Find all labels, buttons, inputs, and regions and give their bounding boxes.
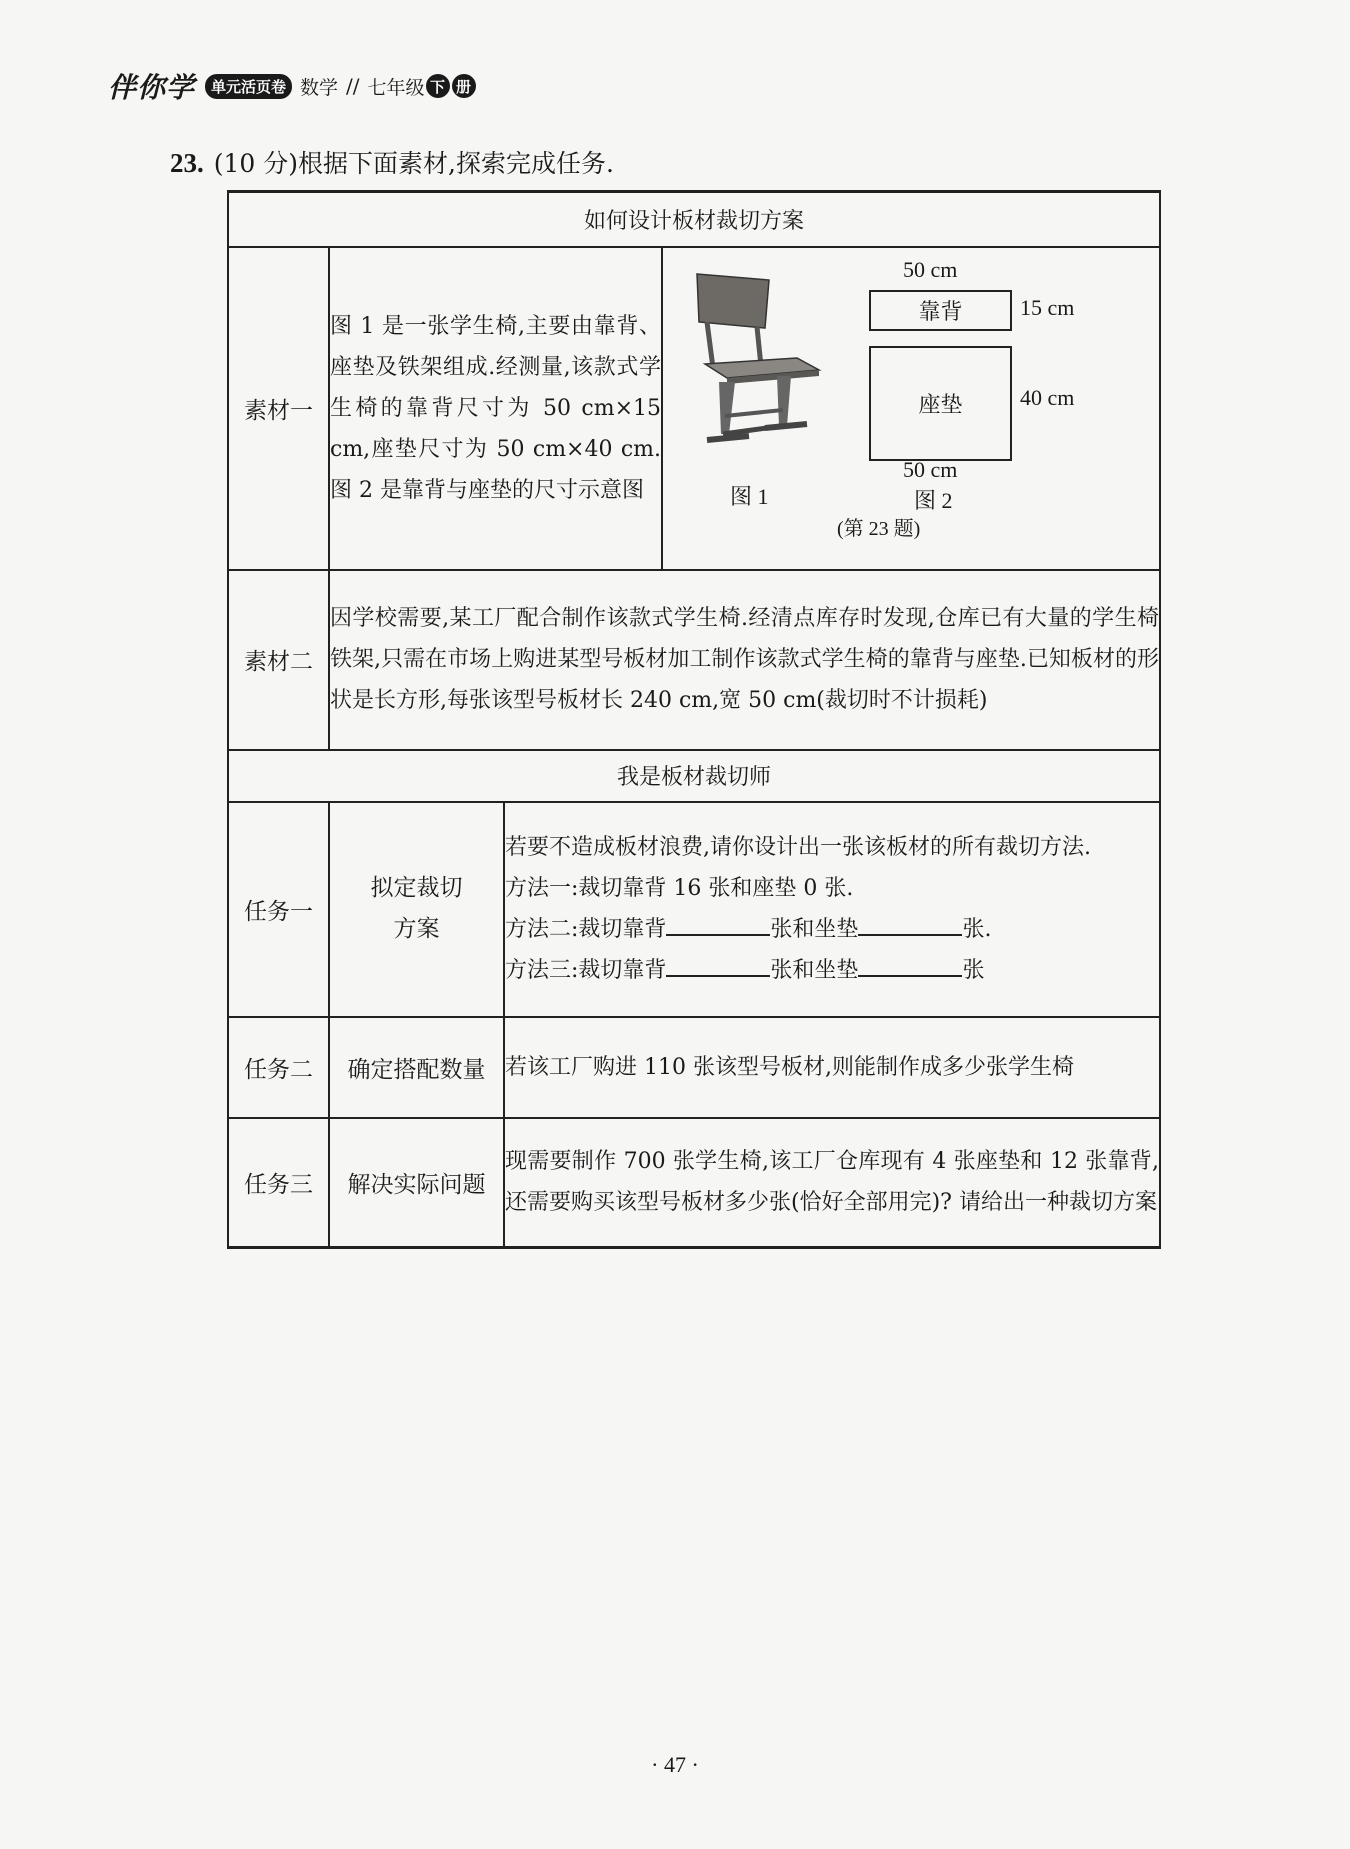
material2-label: 素材二 (228, 570, 329, 750)
series-badge: 单元活页卷 (205, 74, 292, 99)
seat-label: 座垫 (918, 393, 963, 418)
task-table (227, 190, 1161, 1249)
subject-label: 数学 (300, 76, 339, 99)
figure1-caption: 图 1 (730, 484, 769, 509)
problem-caption: (第 23 题) (837, 518, 921, 540)
method3-mid: 张和坐垫 (770, 958, 859, 983)
method2-prefix: 方法二:裁切靠背 (505, 917, 667, 942)
seat-rect (869, 346, 1012, 461)
task2-text: 若该工厂购进 110 张该型号板材,则能制作成多少张学生椅 (504, 1017, 1160, 1118)
method3-suffix: 张 (962, 958, 985, 983)
figure-cell (662, 247, 1160, 570)
material1-text: 图 1 是一张学生椅,主要由靠背、座垫及铁架组成.经测量,该款式学生椅的靠背尺寸为 50 cm×15 cm,座垫尺寸为 50 cm×40 cm.图 2 是靠背与座垫的尺寸示意图 (329, 247, 662, 570)
material2-text: 因学校需要,某工厂配合制作该款式学生椅.经清点库存时发现,仓库已有大量的学生椅铁架,只需在市场上购进某型号板材加工制作该款式学生椅的靠背与座垫.已知板材的形状是长方形,每张该型号板材长 240 cm,宽 50 cm(裁切时不计损耗) (329, 570, 1160, 750)
page-number: · 47 · (651, 1752, 699, 1777)
table-title-design: 如何设计板材裁切方案 (228, 192, 1160, 247)
method2-back-blank[interactable] (666, 912, 770, 936)
brand-logo: 伴你学 (108, 71, 196, 104)
seat-width-label: 50 cm (903, 457, 958, 482)
question-heading (170, 144, 614, 180)
task1-intro: 若要不造成板材浪费,请你设计出一张该板材的所有裁切方法. (505, 835, 1091, 860)
task1-label: 任务一 (228, 802, 329, 1017)
back-height-label: 15 cm (1020, 295, 1075, 320)
grade-suffix-badge: 册 (452, 74, 476, 98)
task1-name: 拟定裁切方案 (329, 802, 504, 1017)
material1-label: 素材一 (228, 247, 329, 570)
question-text: (10 分)根据下面素材,探索完成任务. (213, 149, 614, 178)
grade-volume-badge: 下 (426, 74, 450, 98)
chair-image (677, 266, 837, 466)
method2-mid: 张和坐垫 (770, 917, 859, 942)
task3-text: 现需要制作 700 张学生椅,该工厂仓库现有 4 张座垫和 12 张靠背,还需要购买该型号板材多少张(恰好全部用完)? 请给出一种裁切方案 (504, 1118, 1160, 1248)
method3-seat-blank[interactable] (858, 953, 962, 977)
method3-line (505, 950, 1159, 991)
seat-height-label: 40 cm (1020, 385, 1075, 410)
table-title-cutter: 我是板材裁切师 (228, 750, 1160, 802)
back-width-label: 50 cm (903, 257, 958, 282)
backrest-label: 靠背 (918, 300, 963, 325)
task2-label: 任务二 (228, 1017, 329, 1118)
method1-line: 方法一:裁切靠背 16 张和座垫 0 张. (505, 876, 854, 901)
header-separator: // (346, 74, 360, 98)
method2-seat-blank[interactable] (858, 912, 962, 936)
figure2-caption: 图 2 (914, 488, 953, 513)
task3-name: 解决实际问题 (329, 1118, 504, 1248)
page-header (108, 66, 477, 106)
method2-suffix: 张. (962, 917, 992, 942)
backrest-rect (869, 290, 1012, 331)
task1-content (504, 802, 1160, 1017)
method3-back-blank[interactable] (666, 953, 770, 977)
task3-label: 任务三 (228, 1118, 329, 1248)
grade-prefix: 七年级 (367, 76, 425, 99)
method2-line (505, 909, 1159, 950)
question-number: 23. (170, 148, 204, 178)
task2-name: 确定搭配数量 (329, 1017, 504, 1118)
method3-prefix: 方法三:裁切靠背 (505, 958, 667, 983)
